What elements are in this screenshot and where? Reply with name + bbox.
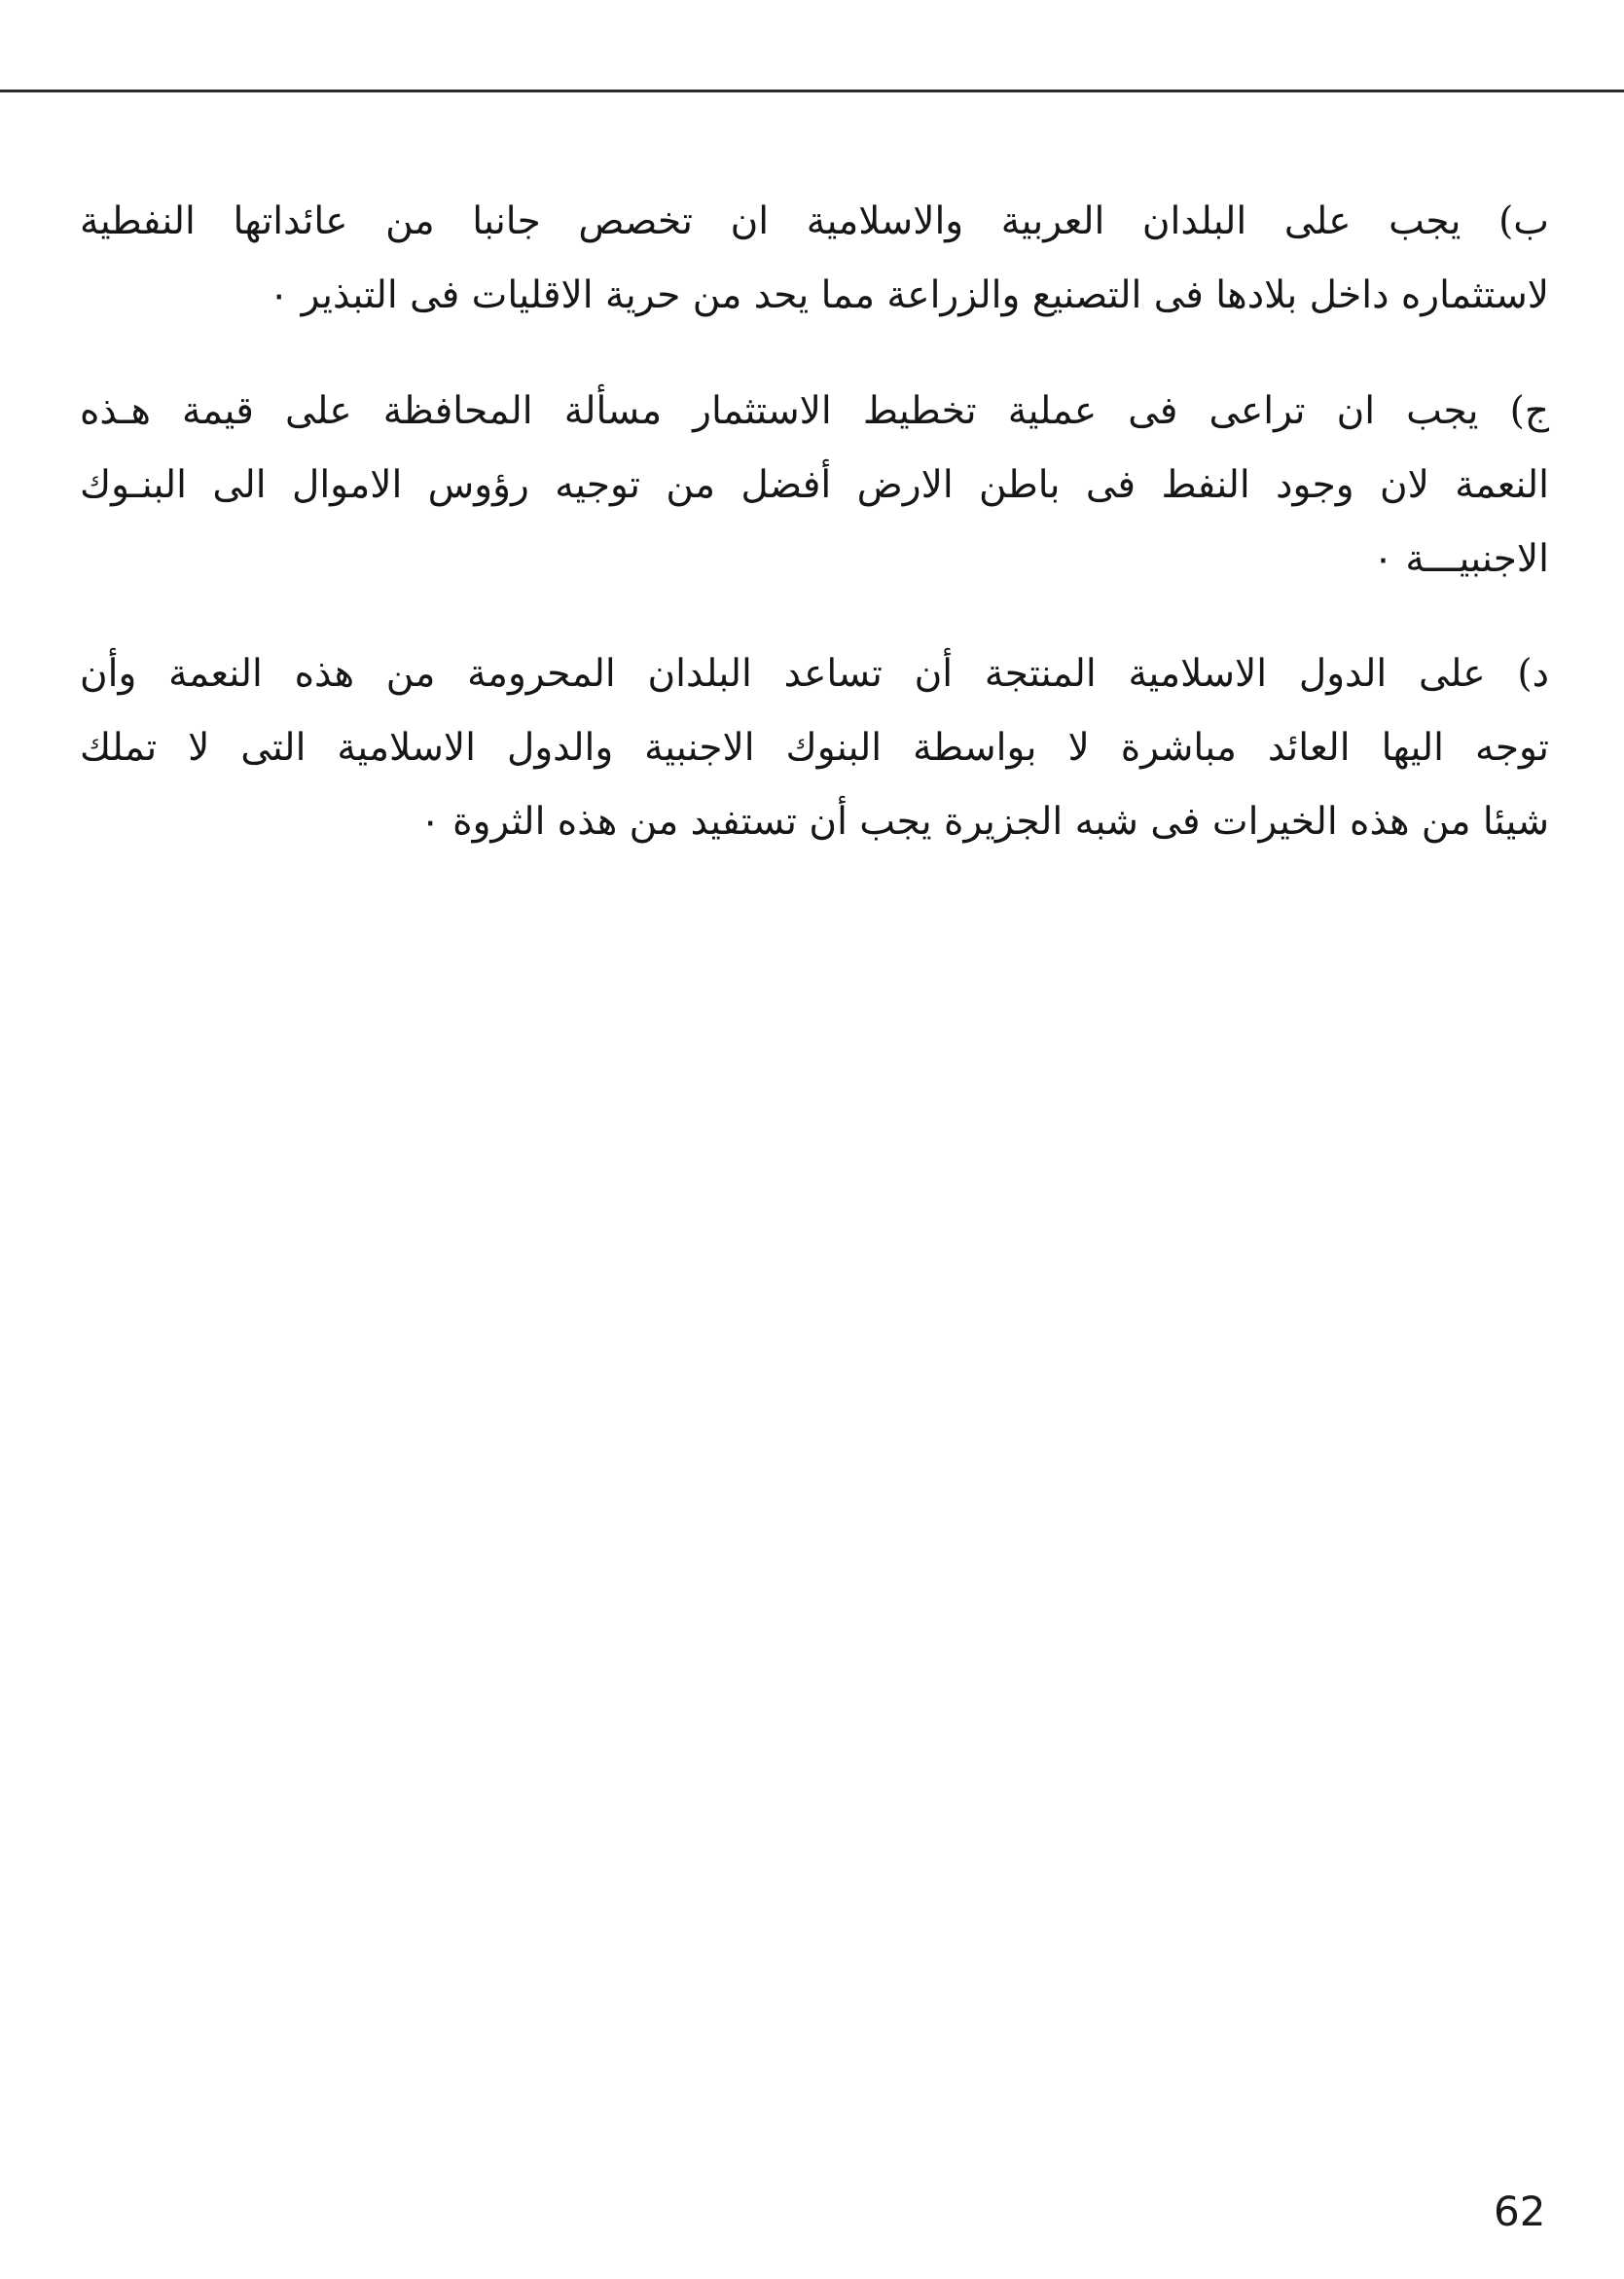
paragraph-j: [80, 375, 1549, 597]
paragraph-d-line-1: د) على الدول الاسلامية المنتجة أن تساعد البلدان المحرومة من هذه النعمة وأن: [80, 652, 1549, 696]
paragraph-b-line-1: ب) يجب على البلدان العربية والاسلامية ان تخصص جانبا من عائداتها النفطية: [80, 199, 1549, 243]
paragraph-j-line-2: النعمة لان وجود النفط فى باطن الارض أفضل من توجيه رؤوس الاموال الى البنـوك: [80, 463, 1549, 507]
paragraph-b: [80, 185, 1549, 333]
paragraph-d-line-3: شيئا من هذه الخيرات فى شبه الجزيرة يجب أن تستفيد من هذه الثروة ٠: [419, 800, 1549, 844]
paragraph-j-line-3: الاجنبيـــة ٠: [1372, 537, 1549, 581]
top-rule-divider: [0, 90, 1624, 92]
page-number: 62: [1494, 2188, 1546, 2235]
paragraph-d-line-2: توجه اليها العائد مباشرة لا بواسطة البنوك الاجنبية والدول الاسلامية التى لا تملك: [80, 726, 1549, 770]
paragraph-d: [80, 637, 1549, 859]
paragraph-j-line-1: ج) يجب ان تراعى فى عملية تخطيط الاستثمار مسألة المحافظة على قيمة هـذه: [80, 389, 1549, 433]
paragraph-b-line-2: لاستثماره داخل بلادها فى التصنيع والزراعة مما يحد من حرية الاقليات فى التبذير ٠: [269, 273, 1549, 317]
